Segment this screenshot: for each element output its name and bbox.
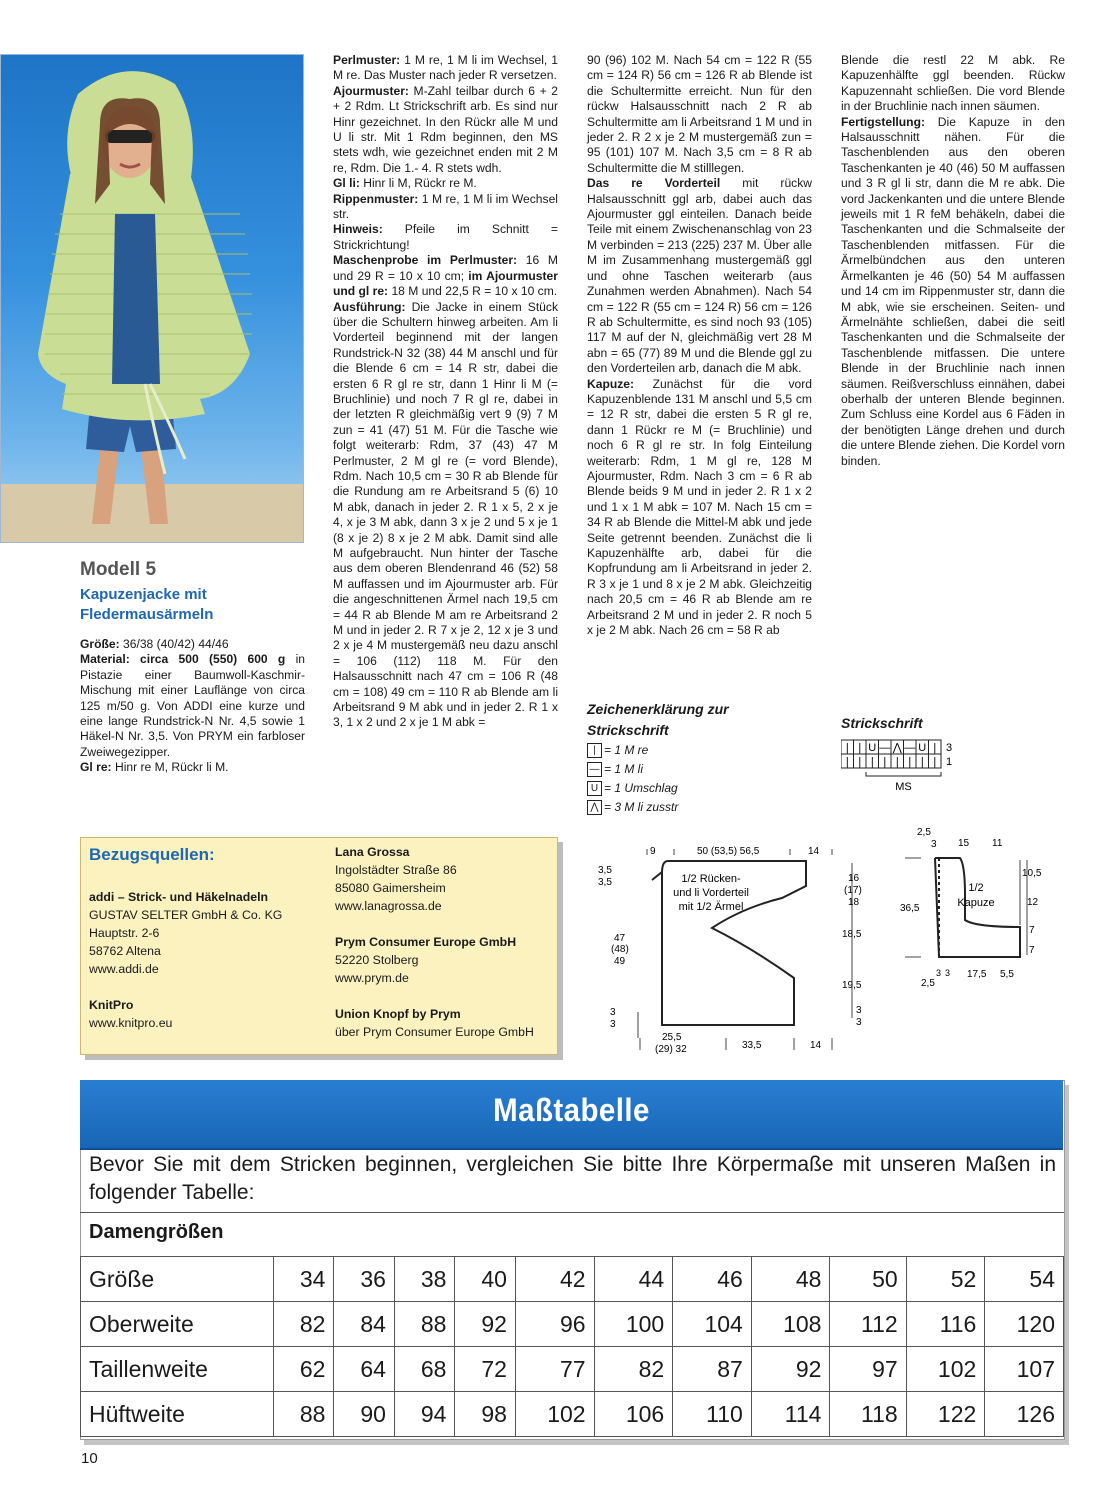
table-cell: 126 [985, 1392, 1064, 1437]
hood-dim-top-3: 15 [958, 838, 970, 849]
text-run: in Pistazie einer Baumwoll-Kaschmir-Mischung mit einer Lauflänge von circa 125 m/50 g. Von ADDI eine kurze und eine lange Rundstrick-N Nr. 4,5 sowie 1 Häkel-N Nr. 3,5. Von PRYM ein farbloser Zweiwegezipper. [80, 652, 305, 759]
chart-row-label: 1 [946, 756, 953, 768]
paragraph [587, 377, 812, 639]
size-table-intro: Bevor Sie mit dem Stricken beginnen, vergleichen Sie bitte Ihre Körpermaße mit unseren Maßen in folgender Tabelle: [89, 1153, 1056, 1204]
table-row [81, 1302, 1064, 1347]
table-cell: 102 [906, 1347, 985, 1392]
hood-label: 1/2 Kapuze [957, 882, 995, 909]
table-cell: 48 [751, 1257, 830, 1302]
paragraph [333, 253, 558, 299]
table-cell: 42 [515, 1257, 594, 1302]
row-label: Hüftweite [81, 1392, 274, 1437]
model-title: Kapuzenjacke mit Fledermausärmeln [80, 586, 214, 623]
bold-run: im Ajourmuster und gl re: [333, 268, 558, 299]
model-number: Modell 5 [80, 559, 157, 580]
table-cell: 62 [274, 1347, 334, 1392]
paragraph [333, 176, 558, 191]
size-table-title: Maßtabelle [493, 1092, 650, 1128]
dim-bottom-1: 25,5 [662, 1032, 682, 1043]
table-cell: 120 [985, 1302, 1064, 1347]
table-cell: 112 [830, 1302, 906, 1347]
text-run: Hinr li M, Rückr re M. [359, 176, 477, 191]
hood-dim-top-2: 3 [931, 839, 937, 850]
dim-right-1: 16 [848, 873, 860, 884]
source-line: GUSTAV SELTER GmbH & Co. KG [89, 908, 283, 922]
size-table-subtitle: Damengrößen [89, 1221, 224, 1243]
hood-dim-right-2: 12 [1027, 897, 1039, 908]
table-cell: 106 [594, 1392, 673, 1437]
text-run: 90 (96) 102 M. Nach 54 cm = 122 R (55 cm = 124 R) 56 cm = 126 R ab Blende ist die Schultermitte erreicht. Nun für den rückw Halsausschnitt nach 2 R ab Schultermitte am li Arbeitsrand 1 M und in jeder 2. R 2 x je 2 M mustergemäß zun = 95 (101) 107 M. Nach 3,5 cm = 8 R ab Schultermitte die M stilllegen. [587, 53, 812, 175]
repeat-label: MS [895, 781, 912, 793]
table-cell: 90 [334, 1392, 394, 1437]
legend-text: = 1 M re [604, 743, 649, 757]
table-cell: 44 [594, 1257, 673, 1302]
table-cell: 64 [334, 1347, 394, 1392]
table-cell: 104 [673, 1302, 752, 1347]
source-company: Union Knopf by Prym [335, 1007, 461, 1021]
dim-bottom-4: 14 [810, 1040, 822, 1051]
source-line: 52220 Stolberg [335, 953, 419, 967]
divider [80, 1212, 1064, 1213]
strickschrift-title: Strickschrift [841, 715, 923, 731]
table-cell: 116 [906, 1302, 985, 1347]
bold-run: Gl li: [333, 176, 360, 191]
hood-dim-top-4: 11 [992, 838, 1003, 849]
table-cell: 40 [455, 1257, 515, 1302]
table-cell: 82 [274, 1302, 334, 1347]
table-cell: 92 [455, 1302, 515, 1347]
table-cell: 122 [906, 1392, 985, 1437]
paragraph [80, 637, 305, 652]
hood-dim-right-3: 7 [1029, 925, 1035, 936]
table-cell: 94 [394, 1392, 454, 1437]
dim-bottom-3: 33,5 [742, 1040, 762, 1051]
instructions-column-1 [333, 53, 558, 731]
text-run: mit rückw Halsausschnitt ggl arb, dabei auch das Ajourmuster ggl einteilen. Danach beide Teile mit einem Zwischenanschlag von 23 M verbinden = 213 (225) 237 M. Über alle M im Zusammenhang mustergemäß ggl und ohne Taschen weiterarb (aus Zunahmen werden Abnahmen). Nach 54 cm = 122 R (55 cm = 124 R) 56 cm = 126 R ab Schultermitte, es sind noch 93 (105) 117 M auf der N, gleichmäßig vert 28 M abn = 65 (77) 89 M und die Blende ggl zu den Vorderteilen arb, danach die M abk. [587, 176, 812, 376]
paragraph [333, 300, 558, 731]
table-cell: 54 [985, 1257, 1064, 1302]
bold-run: Material: circa 500 (550) 600 g [80, 652, 286, 667]
bold-run: Rippenmuster: [333, 191, 419, 206]
table-cell: 114 [751, 1392, 830, 1437]
table-cell: 98 [455, 1392, 515, 1437]
dim-left-1: 3,5 [598, 865, 612, 876]
table-cell: 68 [394, 1347, 454, 1392]
dim-right-6: 3 [856, 1005, 862, 1016]
chart-symbol: | [908, 756, 912, 768]
source-company: Lana Grossa [335, 845, 410, 859]
table-cell: 107 [985, 1347, 1064, 1392]
table-cell: 108 [751, 1302, 830, 1347]
table-cell: 77 [515, 1347, 594, 1392]
size-table [80, 1256, 1064, 1437]
legend-item-decrease [587, 799, 678, 816]
table-row [81, 1347, 1064, 1392]
dim-right-7: 3 [856, 1017, 862, 1028]
text-run: Die Jacke in einem Stück über die Schultern hinweg arbeiten. Am li Vorderteil beginnend mit der langen Rundstrick-N 32 (38) 44 M anschl und für die Blende 6 cm = 14 R str, dabei die ersten 6 R gl re str, dann 1 Hinr li M (= Bruchlinie) und noch 7 R gl re, dabei in der letzten R gleichmäßig vert 9 (9) 7 M zun = 41 (47) 51 M. Für die Tasche wie folgt weiterarb: Rdm, 37 (43) 47 M Perlmuster, 2 M gl re (= vord Blende), Rdm. Nach 10,5 cm = 30 R ab Blende für die Rundung am re Arbeitsrand 5 (6) 10 M abk, danach in jeder 2. R 1 x 5, 2 x je 4, x je 3 M abk, dann 3 x je 2 und 5 x je 1 (8 x je 2) 8 x je 2 M abk. Damit sind alle M aufgebraucht. Nun hinter der Tasche aus dem oberen Blendenrand 46 (52) 58 M auffassen und im Ajourmuster arb. Für die angeschnittenen Ärmel nach 19,5 cm = 44 R ab Blende M am re Arbeitsrand 2 M und in jeder 2. R 7 x je 2, 12 x je 3 und 2 x je 4 M mustergemäß neu dazu anschl = 106 (112) 118 M. Für den Halsausschnitt nach 47 cm = 106 R (48 cm = 108) 49 cm = 110 R ab Blende am li Arbeitsrand 9 M abk und in jeder 2. R 1 x 3, 1 x 2 und 2 x je 1 M abk = [333, 299, 558, 730]
row-label: Taillenweite [81, 1347, 274, 1392]
chart-row-label: 3 [946, 742, 953, 754]
table-cell: 110 [673, 1392, 752, 1437]
chart-symbol: | [845, 742, 849, 754]
dim-left-7: 3 [610, 1019, 616, 1030]
row-label: Größe [81, 1257, 274, 1302]
table-cell: 97 [830, 1347, 906, 1392]
table-cell: 88 [274, 1392, 334, 1437]
hood-dim-bottom-1: 2,5 [921, 978, 935, 989]
paragraph [841, 115, 1065, 469]
bold-run: Fertigstellung: [841, 114, 925, 129]
source-line: Hauptstr. 2-6 [89, 926, 160, 940]
dim-right-5: 19,5 [842, 980, 862, 991]
table-cell: 84 [334, 1302, 394, 1347]
dim-cuff: 14 [808, 846, 820, 857]
paragraph [587, 176, 812, 376]
chart-symbol: U [868, 742, 877, 754]
text-run: Zunächst für die vord Kapuzenblende 131 M anschl und 5,5 cm = 12 R str, dabei die ersten 5 R gl re, dann 1 Rückr re M (= Bruchlinie) und noch 6 R gl re str. In folg Einteilung weiterarb: Rdm, 1 M gl re, 128 M Ajourmuster, Rdm. Nach 3 cm = 6 R ab Blende beids 9 M und in jeder 2. R 1 x 2 und 1 x 1 M abk = 107 M. Nach 15 cm = 34 R ab Blende die Mittel-M abk und jede Seite getrennt beenden. Zunächst die li Kapuzenhälfte arb, dabei für die Kopfrundung am li Arbeitsrand in jeder 2. R 3 x je 1 und 8 x je 2 M abk. Gleichzeitig nach 20,5 cm = 46 R ab Blende am re Arbeitsrand 2 M und in jeder 2. R noch 5 x je 2 M abk. Nach 26 cm = 58 R ab [587, 376, 812, 638]
page-number: 10 [81, 1450, 98, 1467]
legend-item-knit [587, 742, 648, 759]
dim-length: 50 (53,5) 56,5 [697, 846, 760, 857]
purl-symbol-icon: — [587, 762, 602, 777]
text-run: 36/38 (40/42) 44/46 [119, 637, 229, 651]
hood-dim-top-1: 2,5 [917, 827, 931, 838]
legend-text: = 1 Umschlag [604, 781, 678, 795]
dim-right-3: 18 [848, 897, 860, 908]
source-company: addi – Strick- und Häkelnadeln [89, 890, 269, 904]
table-cell: 100 [594, 1302, 673, 1347]
chart-grid [841, 740, 952, 793]
table-cell: 96 [515, 1302, 594, 1347]
paragraph [333, 53, 558, 84]
hood-schematic [895, 825, 1055, 990]
table-cell: 38 [394, 1257, 454, 1302]
table-cell: 92 [751, 1347, 830, 1392]
dim-left-3: 47 [614, 933, 626, 944]
paragraph [333, 222, 558, 253]
source-line: Ingolstädter Straße 86 [335, 863, 457, 877]
bold-run: Kapuze: [587, 376, 635, 391]
text-run: Hinr re M, Rückr li M. [111, 760, 229, 775]
text-run: 18 M und 22,5 R = 10 x 10 cm. [388, 284, 558, 299]
source-line: 58762 Altena [89, 944, 161, 958]
hood-dim-bottom-3: 3 [945, 968, 951, 978]
photo-frame [0, 54, 304, 543]
text-run: 1 M re, 1 M li im Wechsel, 1 M re. Das Muster nach jeder R versetzen. [333, 53, 558, 83]
table-cell: 88 [394, 1302, 454, 1347]
legend-title: Zeichenerklärung zur Strickschrift [587, 701, 729, 738]
bold-run: Das re Vorderteil [587, 176, 721, 191]
table-cell: 72 [455, 1347, 515, 1392]
dim-left-6: 3 [610, 1007, 616, 1018]
source-line [335, 915, 550, 933]
chart-symbol: | [858, 756, 862, 768]
paragraph [333, 84, 558, 176]
text-run: M-Zahl teilbar durch 6 + 2 + 2 Rdm. Lt Strickschrift arb. Es sind nur Hinr gezeichnet. In den Rückr alle M und U li str. Mit 1 Rdm beginnen, den MS stets wdh, wie gezeichnet enden mit 2 M re, Rdm. Die 1.- 4. R stets wdh. [333, 83, 558, 175]
sources-right [335, 843, 550, 1041]
table-cell: 36 [334, 1257, 394, 1302]
sources-heading: Bezugsquellen: [89, 845, 215, 864]
hood-dim-bottom-5: 5,5 [1000, 969, 1014, 980]
chart-symbol: | [933, 756, 937, 768]
row-label: Oberweite [81, 1302, 274, 1347]
paragraph [80, 652, 305, 760]
text-run: Die Kapuze in den Halsausschnitt nähen. Für die Taschenblenden aus den oberen Taschenkanten je 40 (46) 50 M auffassen und 3 R gl li str, dann die M re abk. Die vord Jackenkanten und die untere Blende jeweils mit 1 R feM behäkeln, dabei die Taschenkanten und die Schmalseite der Taschenblenden mitfassen. Für die Ärmelbündchen aus den unteren Ärmelkanten je 46 (50) 54 M auffassen und 14 cm im Rippenmuster str, dann die M abk, wie sie erscheinen. Seiten- und Ärmelnähte schließen, dabei die seitl Taschenkanten und die Schmalseite der Taschenblende mitfassen. Die untere Blende in der Bruchlinie nach innen säumen. Reißverschluss einnähen, dabei oberhalb der unteren Blende beginnen. Zum Schluss eine Kordel aus 6 Fäden in der benötigten Länge drehen und durch die untere Blende ziehen. Die Kordel vorn binden. [841, 114, 1065, 468]
legend-text: = 3 M li zusstr [604, 800, 679, 814]
chart-symbol: — [904, 742, 916, 754]
dim-right-4: 18,5 [842, 929, 862, 940]
table-row [81, 1257, 1064, 1302]
chart-symbol: | [883, 756, 887, 768]
dim-right-2: (17) [844, 885, 862, 896]
bold-run: Hinweis: [333, 222, 383, 237]
hood-dim-bottom-2: 3 [936, 968, 942, 978]
source-line: www.addi.de [89, 962, 159, 976]
legend-text: = 1 M li [604, 762, 644, 776]
source-line: 85080 Gaimersheim [335, 881, 446, 895]
source-line: über Prym Consumer Europe GmbH [335, 1025, 534, 1039]
instructions-column-2 [587, 53, 812, 638]
paragraph [333, 192, 558, 223]
chart-symbol: | [845, 756, 849, 768]
chart-symbol: U [918, 742, 927, 754]
bold-run: Gl re: [80, 760, 112, 775]
knit-symbol-icon: | [587, 743, 602, 758]
paragraph [841, 53, 1065, 115]
instructions-column-3 [841, 53, 1065, 469]
bold-run: Größe: [80, 637, 120, 651]
chart-symbol: | [933, 742, 937, 754]
source-line: www.knitpro.eu [89, 1016, 173, 1030]
table-cell: 102 [515, 1392, 594, 1437]
hood-dim-right-1: 10,5 [1022, 868, 1042, 879]
decrease-symbol-icon: ⋀ [587, 800, 602, 815]
body-schematic [592, 828, 882, 1060]
chart-symbol: | [920, 756, 924, 768]
source-line [89, 978, 319, 996]
table-cell: 52 [906, 1257, 985, 1302]
text-run: 1 M re, 1 M li im Wechsel str. [333, 191, 558, 222]
chart-symbol: ⋀ [892, 742, 902, 754]
source-line: www.lanagrossa.de [335, 899, 442, 913]
text-run: 16 M und 29 R = 10 x 10 cm; [333, 253, 558, 283]
dim-left-5: 49 [614, 956, 626, 967]
table-row [81, 1392, 1064, 1437]
repeat-bracket [866, 772, 941, 776]
chart-symbol: — [879, 742, 891, 754]
strickschrift-chart [841, 738, 991, 800]
yarn-over-symbol-icon: U [587, 781, 602, 796]
source-line: www.prym.de [335, 971, 409, 985]
dim-neck: 9 [650, 846, 656, 857]
bold-run: Perlmuster: [333, 53, 401, 67]
table-cell: 34 [274, 1257, 334, 1302]
bold-run: Ausführung: [333, 299, 406, 314]
bold-run: Ajourmuster: [333, 83, 409, 98]
table-cell: 87 [673, 1347, 752, 1392]
table-cell: 46 [673, 1257, 752, 1302]
legend-item-yarn-over [587, 780, 678, 797]
sources-left [89, 888, 319, 1032]
body-label: 1/2 Rücken-und li Vorderteil mit 1/2 Ärmel [673, 873, 749, 913]
table-cell: 82 [594, 1347, 673, 1392]
hood-dim-bottom-4: 17,5 [967, 969, 987, 980]
hood-dim-left: 36,5 [900, 903, 920, 914]
hood-dim-right-4: 7 [1029, 945, 1035, 956]
chart-symbol: | [858, 742, 862, 754]
source-line [335, 987, 550, 1005]
chart-symbol: | [870, 756, 874, 768]
bold-run: Maschenprobe im Perlmuster: [333, 253, 518, 268]
dim-bottom-2: (29) 32 [655, 1044, 687, 1055]
table-cell: 50 [830, 1257, 906, 1302]
source-company: KnitPro [89, 998, 134, 1012]
text-run: Pfeile im Schnitt = Strickrichtung! [333, 222, 558, 252]
table-cell: 118 [830, 1392, 906, 1437]
paragraph [587, 53, 812, 176]
paragraph [80, 760, 305, 775]
dim-left-2: 3,5 [598, 877, 612, 888]
source-company: Prym Consumer Europe GmbH [335, 935, 517, 949]
materials-column [80, 637, 305, 776]
dim-left-4: (48) [611, 944, 629, 955]
legend-item-purl [587, 761, 643, 778]
chart-symbol: | [895, 756, 899, 768]
text-run: Blende die restl 22 M abk. Re Kapuzenhälfte ggl beenden. Rückw Kapuzennaht schließen. Die vord Blende in der Bruchlinie nach innen säumen. [841, 53, 1065, 114]
